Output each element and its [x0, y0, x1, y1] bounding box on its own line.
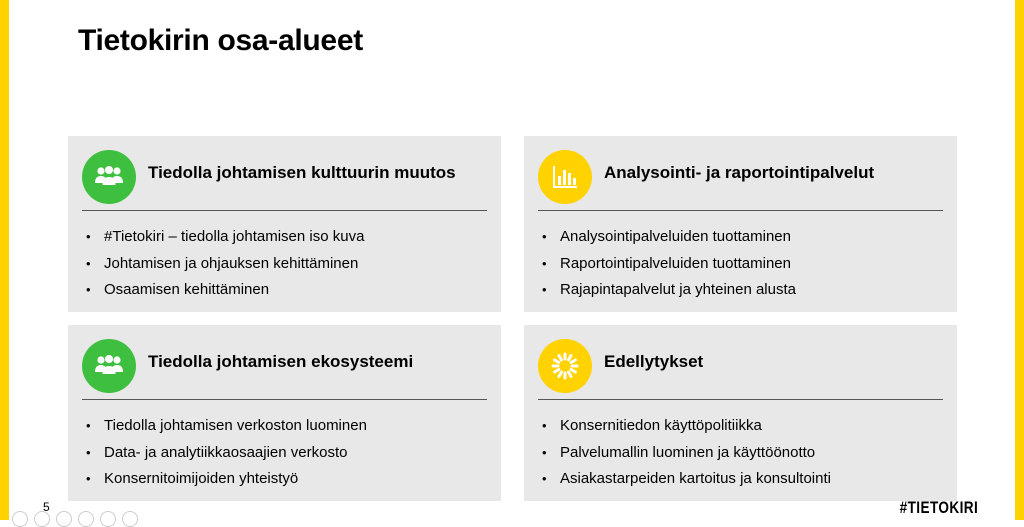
nav-prev-icon[interactable]	[12, 511, 28, 527]
more-icon[interactable]	[122, 511, 138, 527]
card-culture-change	[68, 136, 501, 312]
right-accent-bar	[1015, 0, 1024, 520]
list-item: • Tiedolla johtamisen verkoston luominen	[86, 417, 367, 434]
bullet-list	[86, 224, 365, 304]
people-group-icon	[82, 339, 136, 393]
divider	[82, 399, 487, 400]
list-item: • Rajapintapalvelut ja yhteinen alusta	[542, 281, 796, 298]
grid-icon[interactable]	[78, 511, 94, 527]
list-item: • #Tietokiri – tiedolla johtamisen iso kuva	[86, 228, 365, 245]
zoom-icon[interactable]	[100, 511, 116, 527]
bullet-list	[542, 224, 796, 304]
pen-icon[interactable]	[56, 511, 72, 527]
list-item: • Data- ja analytiikkaosaajien verkosto	[86, 443, 348, 461]
divider	[82, 210, 487, 211]
loading-circle-icon	[538, 339, 592, 393]
card-analysis-reporting	[524, 136, 957, 312]
nav-next-icon[interactable]	[34, 511, 50, 527]
bar-chart-icon	[538, 150, 592, 204]
card-heading: Analysointi- ja raportointipalvelut	[604, 163, 875, 182]
card-prerequisites	[524, 325, 957, 501]
people-group-icon	[82, 150, 136, 204]
brand-logo: #TIETOKIRI	[899, 498, 978, 517]
card-ecosystem	[68, 325, 501, 501]
page-number: 5	[43, 500, 50, 514]
card-heading: Tiedolla johtamisen kulttuurin muutos	[148, 163, 456, 182]
divider	[538, 399, 943, 400]
left-accent-bar	[0, 0, 9, 520]
card-heading: Edellytykset	[604, 352, 704, 371]
card-heading: Tiedolla johtamisen ekosysteemi	[148, 352, 414, 371]
list-item: • Konsernitoimijoiden yhteistyö	[86, 470, 299, 487]
list-item: • Osaamisen kehittäminen	[86, 281, 270, 298]
list-item: • Analysointipalveluiden tuottaminen	[542, 228, 791, 245]
bullet-list	[86, 413, 367, 493]
bullet-list	[542, 413, 831, 493]
list-item: • Raportointipalveluiden tuottaminen	[542, 254, 791, 272]
list-item: • Asiakastarpeiden kartoitus ja konsultointi	[542, 470, 831, 487]
list-item: • Konsernitiedon käyttöpolitiikka	[542, 417, 762, 434]
slide-nav-controls	[12, 511, 138, 527]
slide-title: Tietokirin osa-alueet	[78, 24, 363, 57]
divider	[538, 210, 943, 211]
list-item: • Johtamisen ja ohjauksen kehittäminen	[86, 254, 359, 272]
list-item: • Palvelumallin luominen ja käyttöönotto	[542, 443, 816, 461]
